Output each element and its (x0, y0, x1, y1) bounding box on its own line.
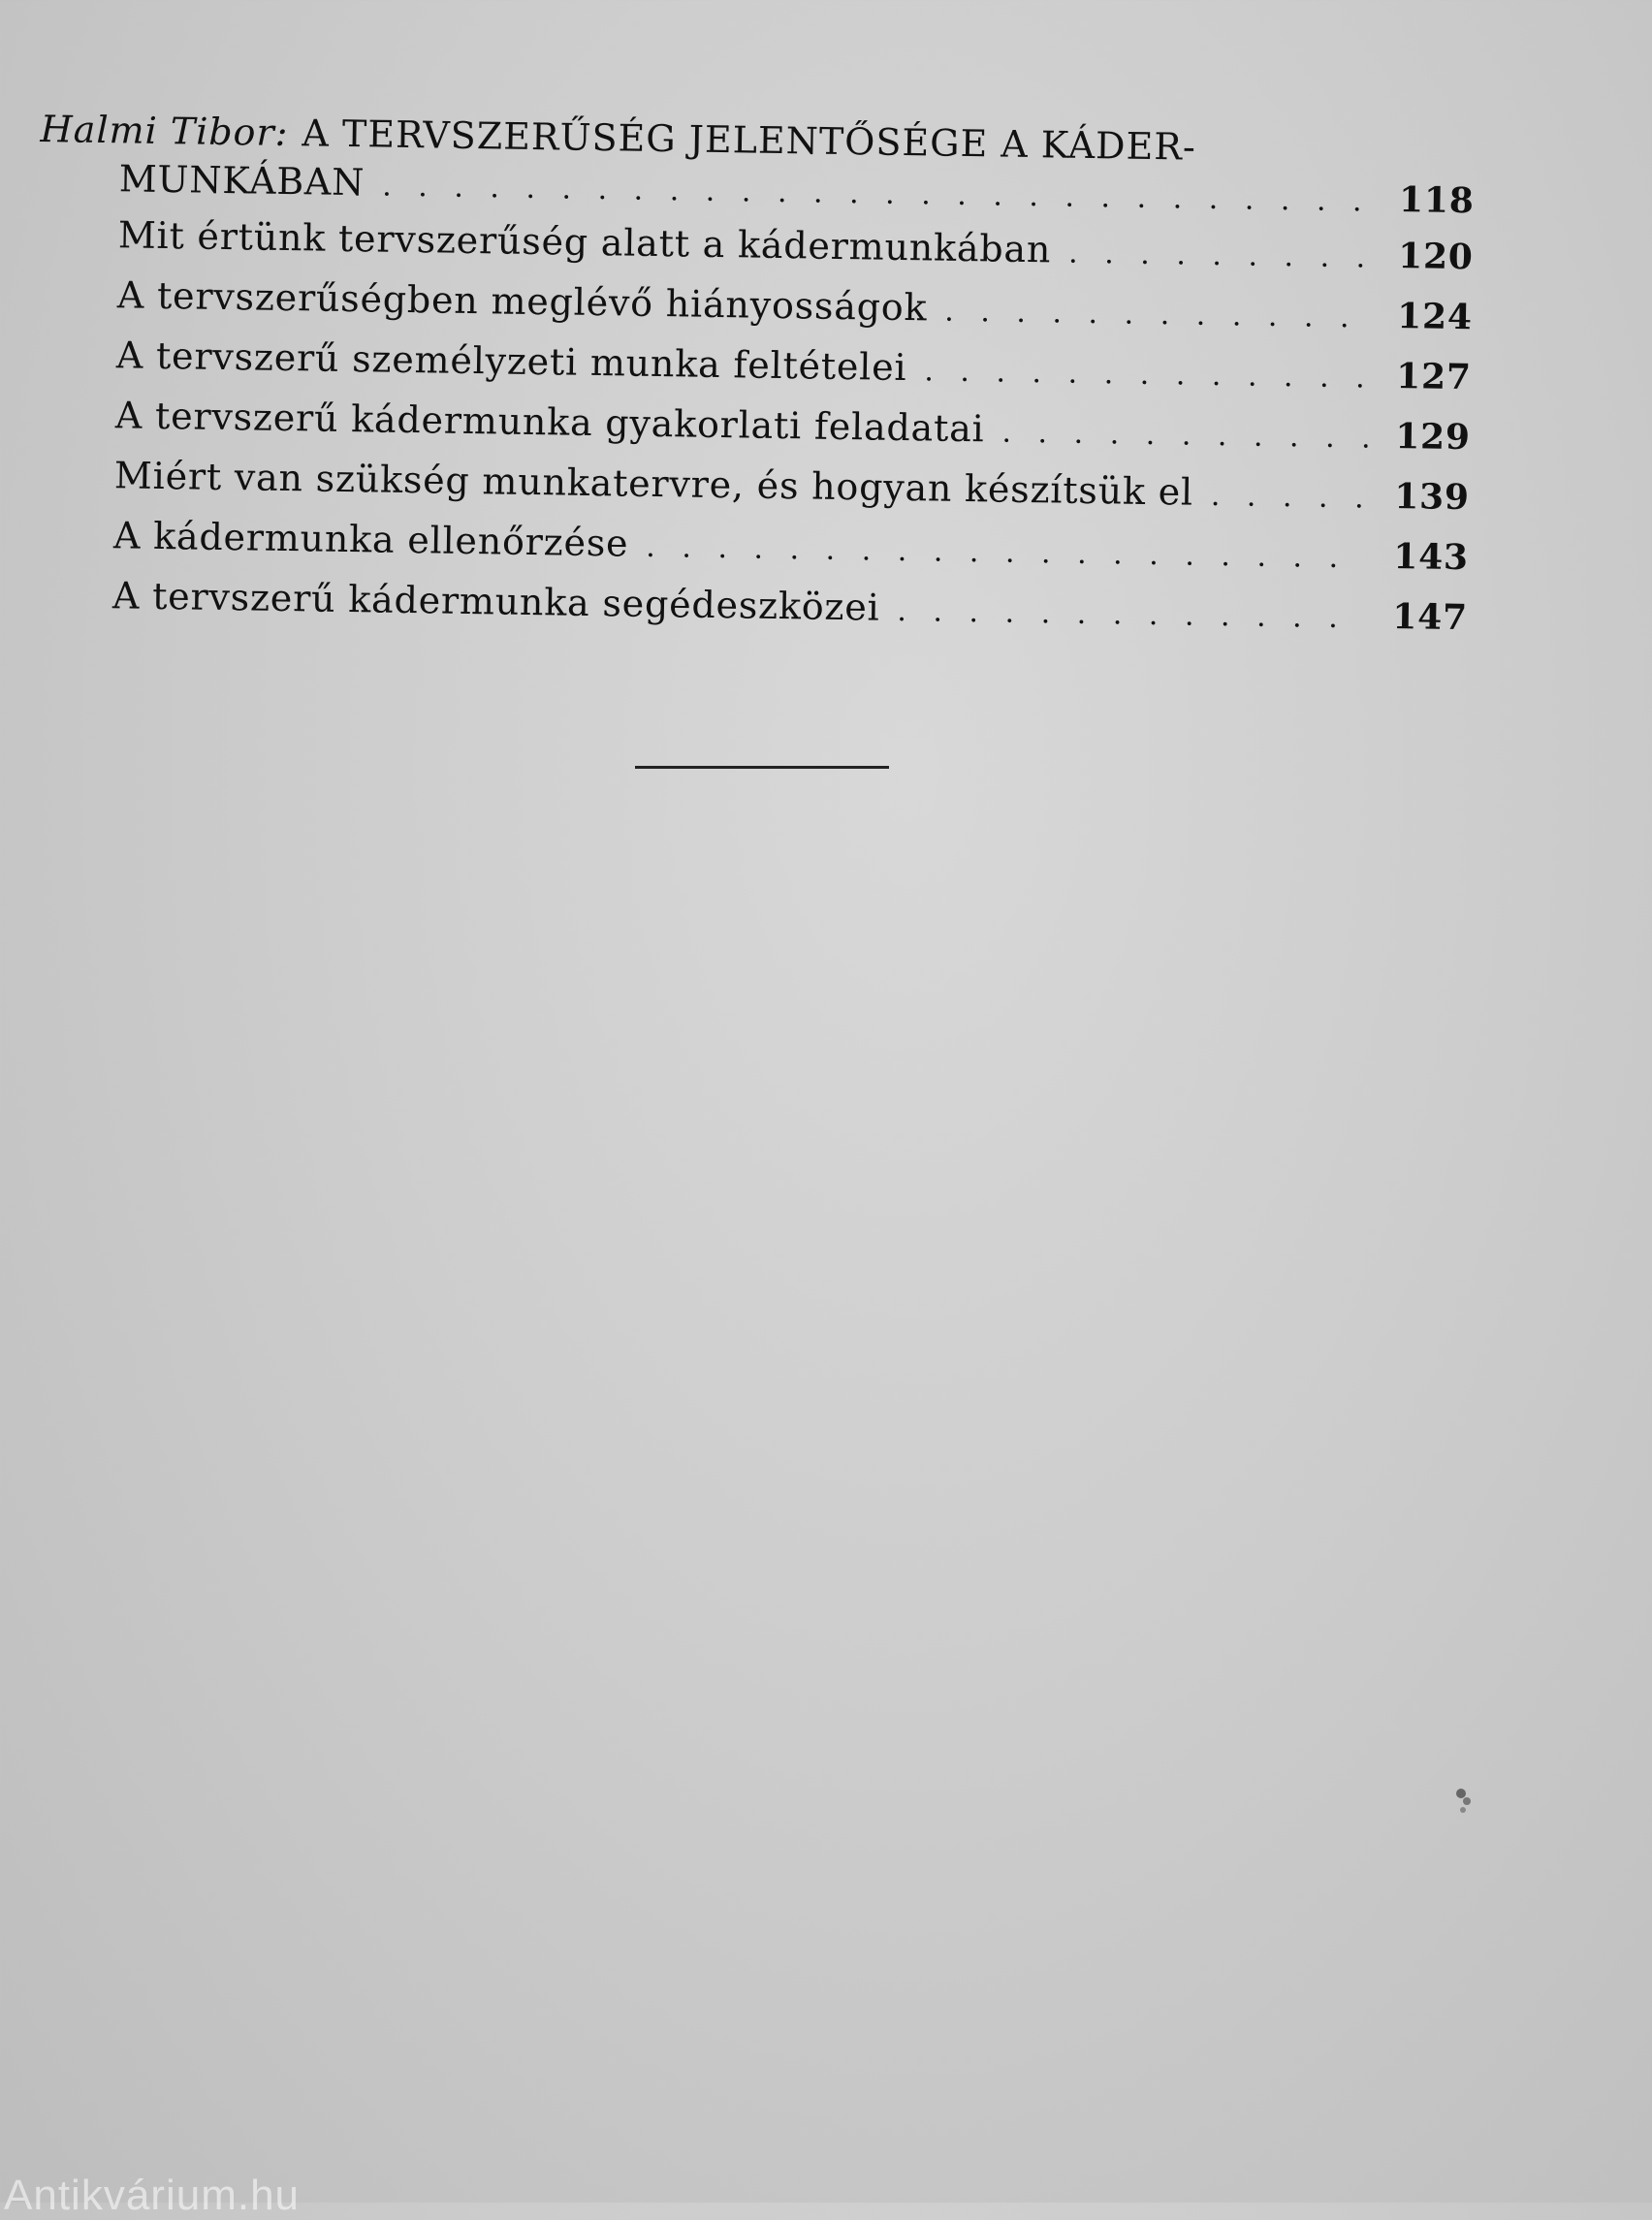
toc-entry-label: A tervszerű kádermunka gyakorlati feladatai (114, 394, 985, 451)
chapter-title-line2: MUNKÁBAN (118, 157, 365, 205)
leader-dots (897, 583, 1365, 648)
paper-speck (1449, 1784, 1478, 1823)
section-divider (635, 766, 889, 769)
leader-dots (1210, 467, 1367, 527)
chapter-title-line1: A TERVSZERŰSÉG JELENTŐSÉGE A KÁDER- (302, 111, 1197, 169)
toc-entry-label: A tervszerűségben meglévő hiányosságok (116, 273, 928, 330)
toc-entry-label: Miért van szükség munkatervre, és hogyan készítsük el (113, 454, 1194, 514)
toc-entry-page: 143 (1392, 535, 1470, 579)
chapter-page-number: 118 (1398, 179, 1475, 222)
toc-entry-label: A tervszerű kádermunka segédeszközei (111, 574, 880, 629)
leader-dots (924, 342, 1369, 406)
toc-entry-label: A kádermunka ellenőrzése (112, 514, 629, 565)
watermark: Antikvárium.hu (4, 2172, 301, 2219)
toc-entry-page: 139 (1393, 475, 1471, 519)
toc-entry-page: 147 (1392, 595, 1469, 639)
leader-dots (1001, 404, 1368, 467)
toc-entry-label: Mit értünk tervszerűség alatt a kádermunkában (117, 213, 1052, 271)
toc-entry-page: 127 (1395, 355, 1473, 398)
chapter-author: Halmi Tibor: (40, 107, 289, 155)
toc-entry-page: 129 (1394, 415, 1472, 459)
toc-entry-label: A tervszerű személyzeti munka feltételei (115, 333, 907, 390)
leader-dots (944, 283, 1370, 347)
leader-dots (1068, 225, 1371, 287)
table-of-contents (33, 105, 1495, 649)
toc-entry-page: 124 (1396, 296, 1474, 338)
toc-entry-page: 120 (1397, 236, 1475, 278)
